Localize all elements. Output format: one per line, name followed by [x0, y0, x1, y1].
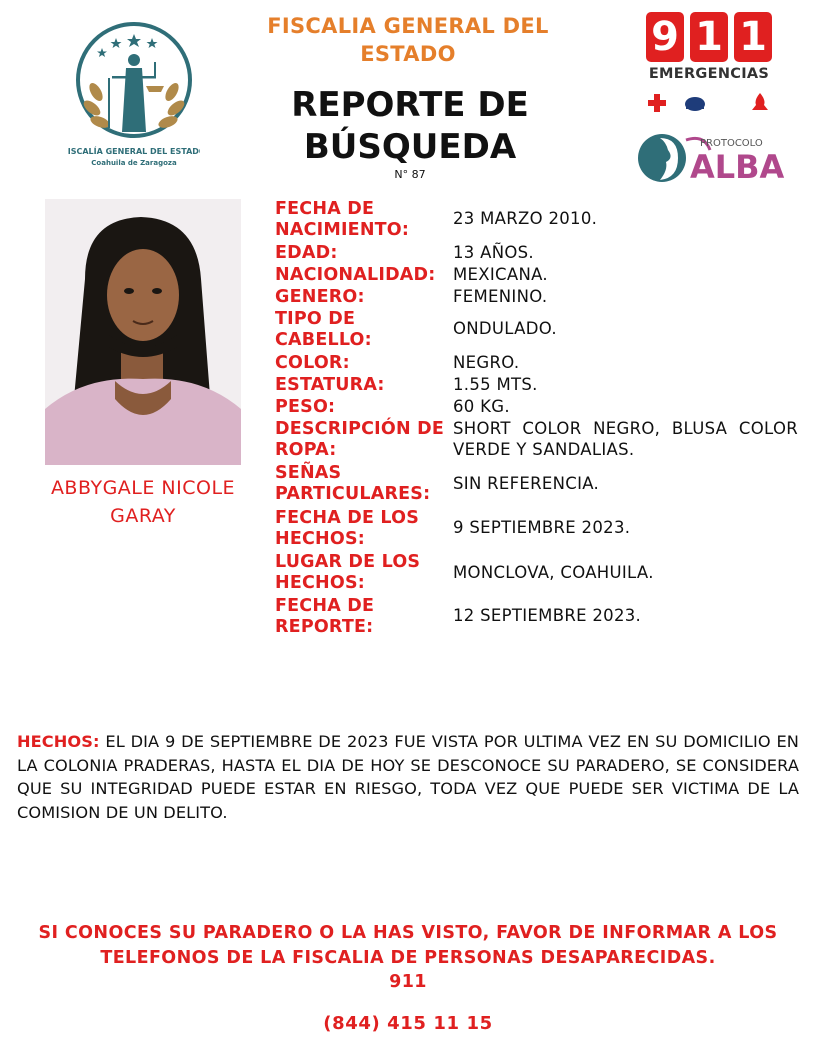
field-value-weight: 60 KG. — [453, 397, 510, 416]
alba-small-text: PROTOCOLO — [700, 138, 763, 149]
facts-text: EL DIA 9 DE SEPTIEMBRE DE 2023 FUE VISTA POR ULTIMA VEZ EN SU DOMICILIO EN LA COLONIA PRADERAS, HASTA EL DIA DE HOY SE DESCONOCE SU PARADERO, SE CONSIDERA QUE SU INTEGRIDAD PUEDE ESTAR EN RIESGO, TODA VEZ QUE PUEDE SER VICTIMA DE LA COMISION DE UN DELITO. — [17, 732, 799, 822]
report-number: N° 87 — [394, 168, 426, 181]
field-value-color: NEGRO. — [453, 353, 520, 372]
fge-logo-line1: FISCALÍA GENERAL DEL ESTADO — [68, 147, 200, 156]
fge-logo-line2: Coahuila de Zaragoza — [91, 159, 177, 167]
emergency-911-logo — [642, 12, 776, 116]
digit-9: 9 — [646, 12, 684, 62]
field-label-clothing: DESCRIPCIÓN DE ROPA: — [275, 419, 444, 460]
field-value-event-date: 9 SEPTIEMBRE 2023. — [453, 518, 631, 537]
fire-icon — [752, 93, 768, 110]
field-label-event-date: FECHA DE LOS HECHOS: — [275, 508, 420, 549]
field-value-clothing: SHORT COLOR NEGRO, BLUSA COLOR VERDE Y SANDALIAS. — [453, 419, 798, 459]
alba-silhouette-icon — [638, 128, 788, 188]
field-label-weight: PESO: — [275, 397, 336, 417]
field-label-nationality: NACIONALIDAD: — [275, 265, 436, 285]
emergency-services-icons — [642, 90, 776, 114]
emergency-label: EMERGENCIAS — [648, 66, 770, 82]
field-label-hair-type: TIPO DE CABELLO: — [275, 309, 372, 350]
callout-911: 911 — [389, 972, 427, 992]
report-title: REPORTE DE BÚSQUEDA — [291, 85, 529, 167]
field-label-event-place: LUGAR DE LOS HECHOS: — [275, 552, 421, 593]
digit-1b: 1 — [734, 12, 772, 62]
red-cross-icon — [648, 94, 666, 112]
police-cap-icon — [685, 97, 705, 111]
fiscalia-seal-icon — [68, 22, 200, 172]
field-label-color: COLOR: — [275, 353, 350, 373]
field-label-distinguishing-marks: SEÑAS PARTICULARES: — [275, 463, 431, 504]
org-title: FISCALIA GENERAL DEL ESTADO — [267, 14, 549, 66]
digit-1a: 1 — [690, 12, 728, 62]
facts-paragraph — [17, 730, 799, 824]
field-value-hair-type: ONDULADO. — [453, 319, 557, 338]
field-label-age: EDAD: — [275, 243, 338, 263]
field-value-height: 1.55 MTS. — [453, 375, 538, 394]
field-label-birthdate: FECHA DE NACIMIENTO: — [275, 199, 410, 240]
contact-callout — [20, 921, 796, 995]
phone-number: (844) 415 11 15 — [323, 1013, 493, 1034]
fiscalia-logo — [68, 22, 200, 172]
facts-label: HECHOS: — [17, 732, 100, 751]
field-value-nationality: MEXICANA. — [453, 265, 548, 284]
person-photo-image — [45, 199, 241, 465]
person-name: ABBYGALE NICOLE GARAY — [50, 477, 236, 527]
protocolo-alba-logo — [638, 128, 788, 188]
alba-big-text: ALBA — [690, 148, 785, 186]
field-value-report-date: 12 SEPTIEMBRE 2023. — [453, 606, 642, 625]
field-label-height: ESTATURA: — [275, 375, 385, 395]
field-label-report-date: FECHA DE REPORTE: — [275, 596, 375, 637]
field-value-distinguishing-marks: SIN REFERENCIA. — [453, 474, 600, 493]
missing-person-photo — [45, 199, 241, 465]
callout-text: SI CONOCES SU PARADERO O LA HAS VISTO, FAVOR DE INFORMAR A LOS TELEFONOS DE LA FISCALIA DE PERSONAS DESAPARECIDAS. — [38, 923, 778, 968]
field-value-birthdate: 23 MARZO 2010. — [453, 209, 598, 228]
field-value-gender: FEMENINO. — [453, 287, 548, 306]
field-label-gender: GENERO: — [275, 287, 365, 307]
field-value-event-place: MONCLOVA, COAHUILA. — [453, 563, 654, 582]
field-value-age: 13 AÑOS. — [453, 243, 534, 262]
